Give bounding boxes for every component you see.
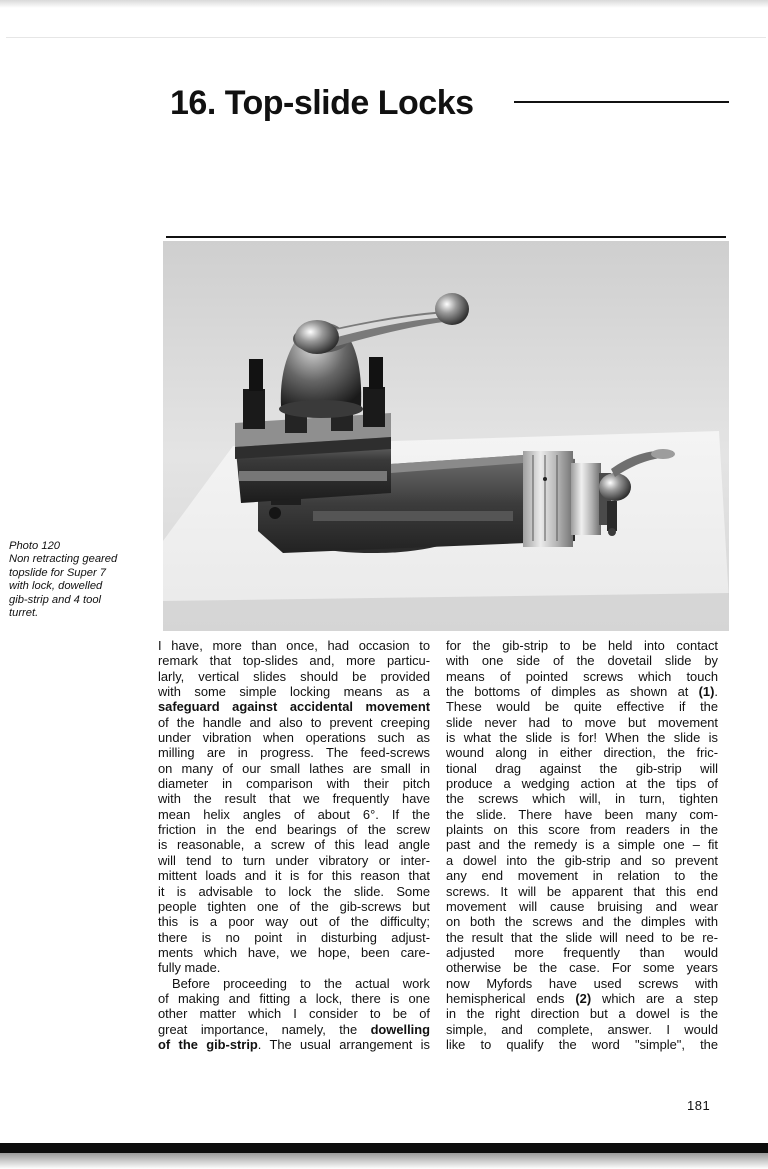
text-line: mean helix angles of about 6°. If the <box>158 806 430 822</box>
text-line: screws. It will be apparent that this end <box>446 883 718 899</box>
caption-line: topslide for Super 7 <box>9 566 107 579</box>
text-fragment: hemispherical ends <box>446 990 576 1006</box>
chapter-title: 16. Top-slide Locks <box>170 84 474 122</box>
body-column-left <box>158 638 430 1052</box>
text-line: like to qualify the word "simple", the <box>446 1036 718 1052</box>
text-line: of making and fitting a lock, there is one <box>158 990 430 1006</box>
text-line: I have, more than once, had occasion to <box>158 638 430 653</box>
title-rule <box>514 101 729 103</box>
text-line: people tighten one of the gib-screws but <box>158 898 430 914</box>
text-fragment: . <box>714 684 718 700</box>
text-line: the slide. There have been many com- <box>446 806 718 822</box>
text-line-emphasis: safeguard against accidental movement <box>158 699 430 715</box>
text-line: will tend to turn under vibratory or inter- <box>158 852 430 868</box>
text-line: milling are in progress. The feed-screws <box>158 745 430 761</box>
text-fragment: . The usual arrangement is <box>257 1036 430 1052</box>
text-line: tional drag against the gib-strip will <box>446 760 718 776</box>
text-line: means of pointed screws which touch <box>446 668 718 684</box>
text-line: now Myfords have used screws with <box>446 975 718 991</box>
text-line: on both the screws and the dimples with <box>446 914 718 930</box>
page-number: 181 <box>687 1098 711 1113</box>
text-line: otherwise be the case. For some years <box>446 960 718 976</box>
text-line: past and the remedy is a simple one – fit <box>446 837 718 853</box>
text-line: in the right direction but a dowel is the <box>446 1006 718 1022</box>
lathe-topslide-illustration <box>163 241 729 631</box>
text-line-with-emphasis <box>158 1022 430 1037</box>
text-line: adjusted more frequently than would <box>446 944 718 960</box>
scan-top-shadow <box>0 0 768 8</box>
text-line: the screws which will, in turn, tighten <box>446 791 718 807</box>
text-line: with some simple locking means as a <box>158 684 430 700</box>
photo-top-rule <box>166 236 726 238</box>
text-line: friction in the end bearings of the screw <box>158 822 430 838</box>
text-line: for the gib-strip to be held into contact <box>446 638 718 653</box>
text-line: other matter which I consider to be of <box>158 1006 430 1022</box>
text-line: wound along in either direction, the fric- <box>446 745 718 761</box>
text-emphasis: (1) <box>698 684 715 700</box>
text-line: movement will cause bruising and wear <box>446 898 718 914</box>
text-line: These would be quite effective if the <box>446 699 718 715</box>
scan-bottom-edge <box>0 1143 768 1153</box>
text-line: ments which have, we hope, been care- <box>158 944 430 960</box>
text-line: the result that the slide will need to be re- <box>446 929 718 945</box>
text-fragment: which are a step <box>591 990 718 1006</box>
text-line: there is no point in disturbing adjust- <box>158 929 430 945</box>
text-line: with the result that we frequently have <box>158 791 430 807</box>
caption-line: Photo 120 <box>9 540 61 552</box>
text-line: is reasonable, a screw of this lead angle <box>158 837 430 853</box>
text-line: this is a poor way out of the difficulty; <box>158 914 430 930</box>
caption-line: turret. <box>9 607 39 620</box>
photo-caption <box>9 540 149 620</box>
text-line-with-emphasis <box>446 991 718 1006</box>
text-line: simple, and complete, answer. I would <box>446 1021 718 1037</box>
body-column-right <box>446 638 718 1052</box>
text-line: slide never had to move but movement <box>446 714 718 730</box>
scan-artifact-line <box>6 37 766 38</box>
text-line: under vibration when operations such as <box>158 730 430 746</box>
text-emphasis: of the gib-strip <box>158 1036 258 1052</box>
text-line: Before proceeding to the actual work <box>172 975 430 991</box>
text-line: diameter in comparison with their pitch <box>158 776 430 792</box>
text-line: plaints on this score from readers in the <box>446 822 718 838</box>
text-line: larly, vertical slides should be provided <box>158 668 430 684</box>
text-line-with-emphasis <box>446 684 718 699</box>
text-fragment: the bottoms of dimples as shown at <box>446 684 699 700</box>
text-line: any end movement in relation to the <box>446 868 718 884</box>
caption-line: gib-strip and 4 tool <box>9 593 102 606</box>
text-line: fully made. <box>158 960 221 976</box>
text-line: produce a wedging action at the tips of <box>446 776 718 792</box>
text-line: a dowel into the gib-strip and so prevent <box>446 852 718 868</box>
text-line: it is advisable to lock the slide. Some <box>158 883 430 899</box>
topslide-photo <box>163 241 729 631</box>
text-line: is what the slide is for! When the slide is <box>446 730 718 746</box>
text-line: on many of our small lathes are small in <box>158 760 430 776</box>
text-fragment: great importance, namely, the <box>158 1021 371 1037</box>
caption-line: Non retracting geared <box>9 553 118 566</box>
text-emphasis: (2) <box>575 990 592 1006</box>
text-line: with one side of the dovetail slide by <box>446 653 718 669</box>
text-line-with-emphasis <box>158 1037 430 1052</box>
text-emphasis: dowelling <box>370 1021 430 1037</box>
text-line: of the handle and also to prevent creeping <box>158 714 430 730</box>
text-line: mittent loads and it is for this reason that <box>158 868 430 884</box>
caption-line: with lock, dowelled <box>9 580 103 593</box>
scan-bottom-shadow <box>0 1153 768 1169</box>
text-line: remark that top-slides and, more particu- <box>158 653 430 669</box>
